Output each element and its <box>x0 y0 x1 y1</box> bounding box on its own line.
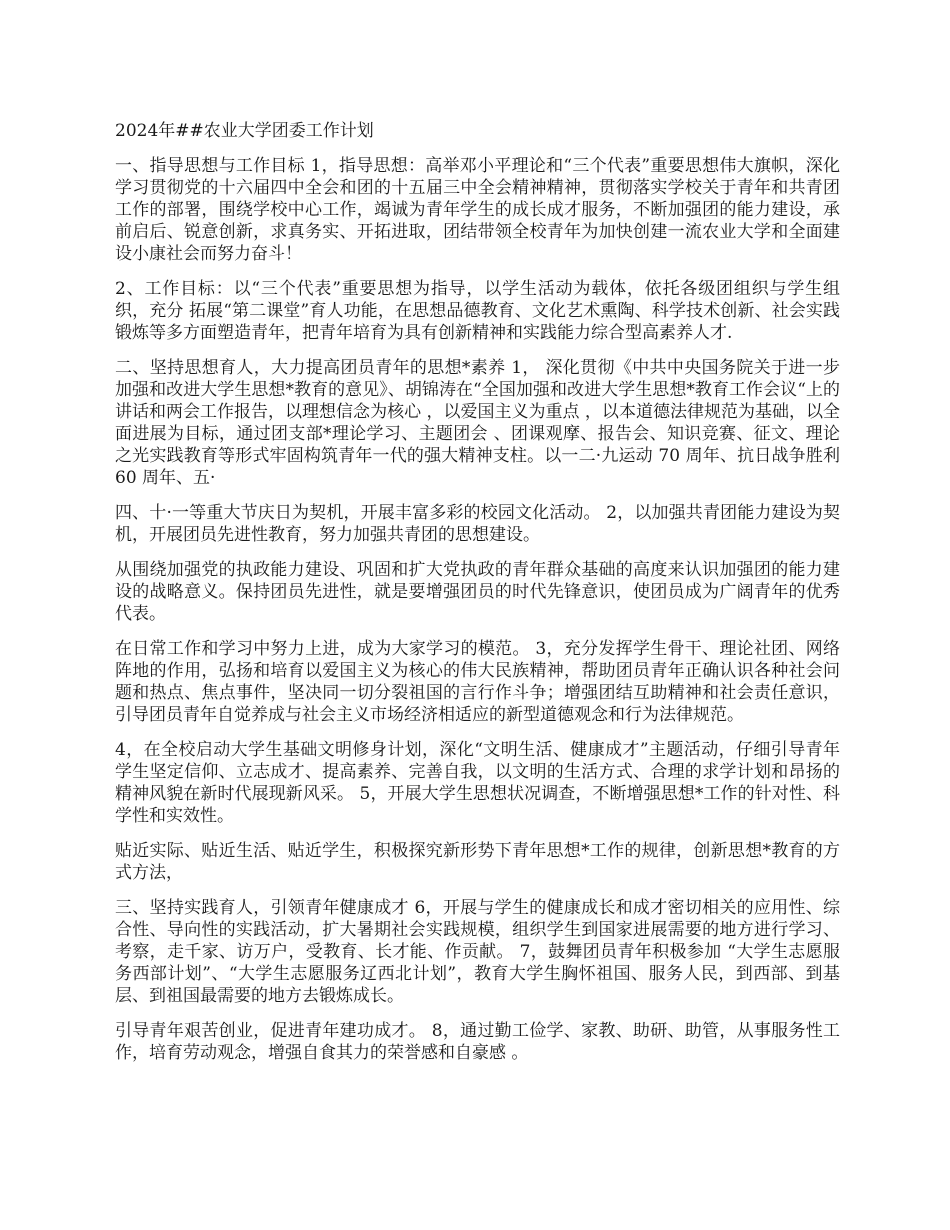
paragraph-festival-activities: 四、十·一等重大节庆日为契机，开展丰富多彩的校园文化活动。 2，以加强共青团能力建设为契机，开展团员先进性教育，努力加强共青团的思想建设。 <box>115 503 840 545</box>
document-title: 2024年##农业大学团委工作计划 <box>115 121 374 141</box>
paragraph-capacity-building: 从围绕加强党的执政能力建设、巩固和扩大党执政的青年群众基础的高度来认识加强团的能力建设的战略意义。保持团员先进性，就是要增强团员的时代先锋意识，使团员成为广阔青年的优秀代表。 <box>115 560 840 624</box>
paragraph-civility-plan: 4，在全校启动大学生基础文明修身计划，深化“文明生活、健康成才”主题活动，仔细引导青年学生坚定信仰、立志成才、提高素养、完善自我，以文明的生活方式、合理的求学计划和昂扬的精神风貌在新时代展现新风采。 5，开展大学生思想状况调查，不断增强思想*工作的针对性、科学性和实效性。 <box>115 740 840 826</box>
paragraph-practice-education: 三、坚持实践育人，引领青年健康成才 6，开展与学生的健康成长和成才密切相关的应用性、综合性、导向性的实践活动，扩大暑期社会实践规模，组织学生到国家进展需要的地方进行学习、考察，走千家、访万户，受教育、长才能、作贡献。 7，鼓舞团员青年积极参加 “大学生志愿服务西部计划”、“大学生志愿服务辽西北计划”，教育大学生胸怀祖国、服务人民，到西部、到基层、到祖国最需要的地方去锻炼成长。 <box>115 898 840 1006</box>
paragraph-ideological-education: 二、坚持思想育人，大力提高团员青年的思想*素养 1， 深化贯彻《中共中央国务院关于进一步加强和改进大学生思想*教育的意见》、胡锦涛在“全国加强和改进大学生思想*教育工作会议“上的讲话和两会工作报告，以理想信念为核心 ，以爱国主义为重点 ，以本道德法律规范为基础，以全面进展为目标，通过团支部*理论学习、主题团会 、团课观摩、报告会、知识竞赛、征文、理论之光实践教育等形式牢固构筑青年一代的强大精神支柱。以一二·九运动 70 周年、抗日战争胜利 60 周年、五· <box>115 358 840 488</box>
paragraph-guiding-ideology: 一、指导思想与工作目标 1，指导思想：高举邓小平理论和“三个代表”重要思想伟大旗帜，深化学习贯彻党的十六届四中全会和团的十五届三中全会精神精神，贯彻落实学校关于青年和共青团工作的部署，围绕学校中心工作，竭诚为青年学生的成长成才服务，不断加强团的能力建设，承前启后、锐意创新，求真务实、开拓进取，团结带领全校青年为加快创建一流农业大学和全面建设小康社会而努力奋斗！ <box>115 156 840 264</box>
document-body <box>115 120 840 1077</box>
paragraph-close-to-students: 贴近实际、贴近生活、贴近学生，积极探究新形势下青年思想*工作的规律，创新思想*教育的方式方法， <box>115 841 840 883</box>
paragraph-daily-work: 在日常工作和学习中努力上进，成为大家学习的模范。 3，充分发挥学生骨干、理论社团、网络阵地的作用，弘扬和培育以爱国主义为核心的伟大民族精神，帮助团员青年正确认识各种社会问题和热点、焦点事件，坚决同一切分裂祖国的言行作斗争；增强团结互助精神和社会责任意识，引导团员青年自觉养成与社会主义市场经济相适应的新型道德观念和行为法律规范。 <box>115 639 840 725</box>
paragraph-work-goals: 2、工作目标：以“三个代表”重要思想为指导，以学生活动为载体，依托各级团组织与学生组织，充分 拓展“第二课堂”育人功能，在思想品德教育、文化艺术熏陶、科学技术创新、社会实践锻炼等多方面塑造青年，把青年培育为具有创新精神和实践能力综合型高素养人才. <box>115 279 840 343</box>
paragraph-entrepreneurship: 引导青年艰苦创业，促进青年建功成才。 8，通过勤工俭学、家教、助研、助管，从事服务性工作，培育劳动观念，增强自食其力的荣誉感和自豪感 。 <box>115 1021 840 1063</box>
